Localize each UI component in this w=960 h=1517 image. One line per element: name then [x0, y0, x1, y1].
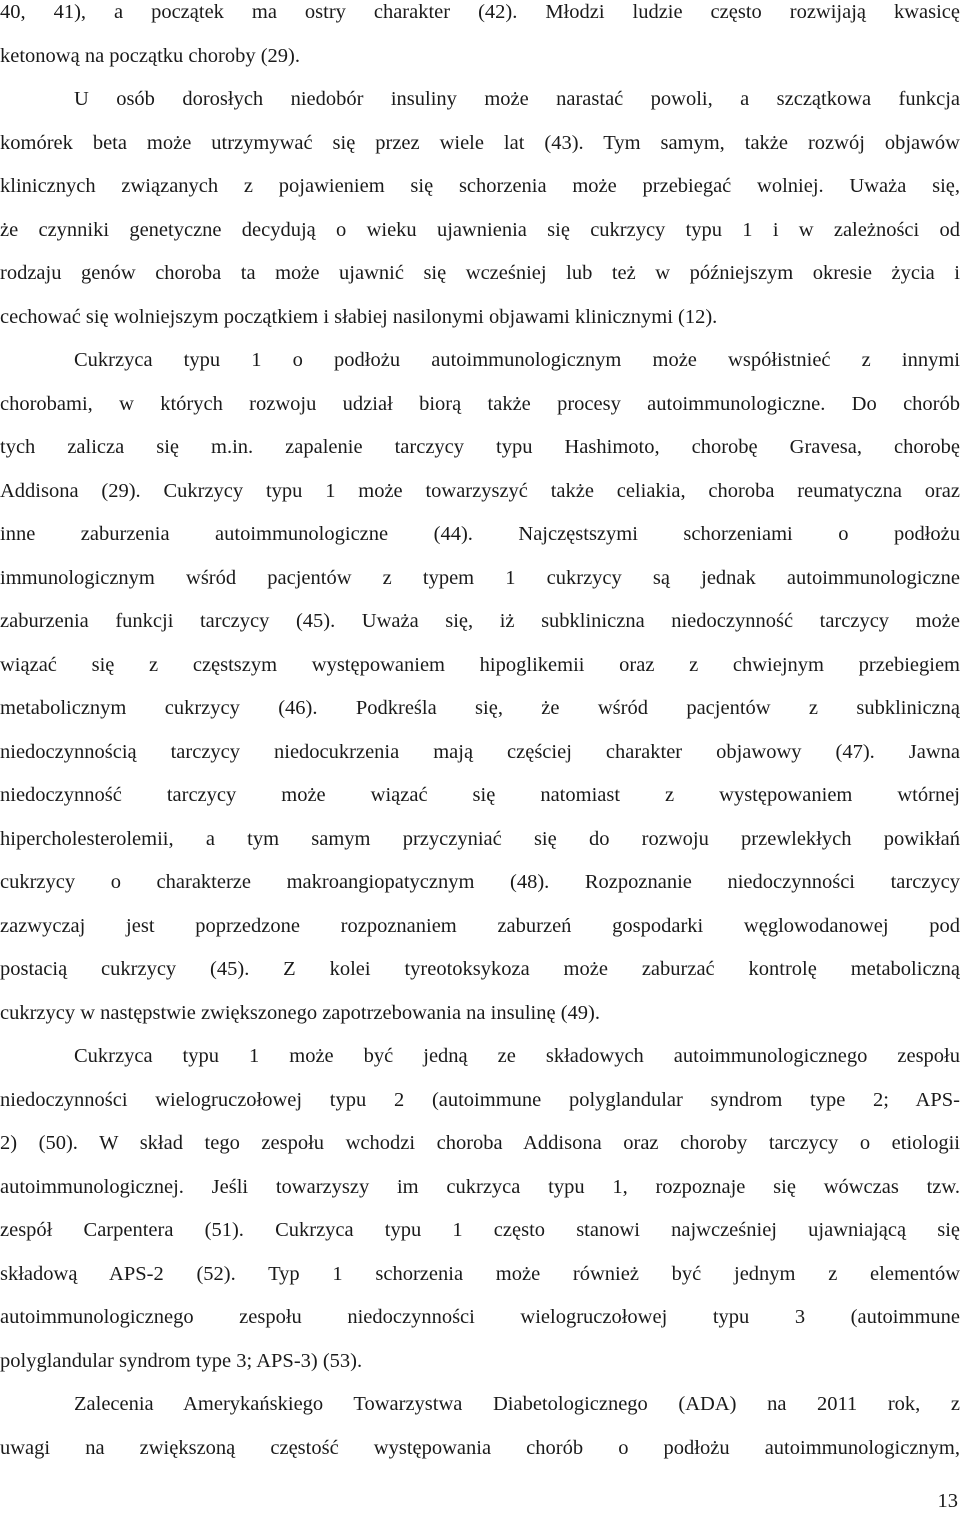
text-line: że czynniki genetyczne decydują o wieku ujawnienia się cukrzycy typu 1 i w zależności od [0, 219, 960, 241]
text-line: 40, 41), a początek ma ostry charakter (42). Młodzi ludzie często rozwijają kwasicę [0, 1, 960, 23]
text-line: autoimmunologicznego zespołu niedoczynności wielogruczołowej typu 3 (autoimmune [0, 1306, 960, 1328]
text-line: polyglandular syndrom type 3; APS-3) (53). [0, 1350, 363, 1372]
text-line: cechować się wolniejszym początkiem i słabiej nasilonymi objawami klinicznymi (12). [0, 306, 718, 328]
text-line: U osób dorosłych niedobór insuliny może narastać powoli, a szczątkowa funkcja [74, 88, 960, 110]
text-line: składową APS-2 (52). Typ 1 schorzenia może również być jednym z elementów [0, 1263, 960, 1285]
text-line: cukrzycy o charakterze makroangiopatycznym (48). Rozpoznanie niedoczynności tarczycy [0, 871, 960, 893]
text-line: autoimmunologicznej. Jeśli towarzyszy im cukrzyca typu 1, rozpoznaje się wówczas tzw. [0, 1176, 960, 1198]
text-line: zazwyczaj jest poprzedzone rozpoznaniem zaburzeń gospodarki węglowodanowej pod [0, 915, 960, 937]
text-line: ketonową na początku choroby (29). [0, 45, 300, 67]
text-line: uwagi na zwiększoną częstość występowania chorób o podłożu autoimmunologicznym, [0, 1437, 960, 1459]
text-line: cukrzycy w następstwie zwiększonego zapotrzebowania na insulinę (49). [0, 1002, 600, 1024]
text-line: hipercholesterolemii, a tym samym przyczyniać się do rozwoju przewlekłych powikłań [0, 828, 960, 850]
text-line: rodzaju genów choroba ta może ujawnić się wcześniej lub też w późniejszym okresie życia i [0, 262, 960, 284]
text-line: niedoczynności wielogruczołowej typu 2 (autoimmune polyglandular syndrom type 2; APS- [0, 1089, 960, 1111]
text-line: klinicznych związanych z pojawieniem się schorzenia może przebiegać wolniej. Uważa się, [0, 175, 960, 197]
text-line: metabolicznym cukrzycy (46). Podkreśla się, że wśród pacjentów z subkliniczną [0, 697, 960, 719]
text-line: wiązać się z częstszym występowaniem hipoglikemii oraz z chwiejnym przebiegiem [0, 654, 960, 676]
text-line: komórek beta może utrzymywać się przez wiele lat (43). Tym samym, także rozwój objawów [0, 132, 960, 154]
text-line: niedoczynnością tarczycy niedocukrzenia mają częściej charakter objawowy (47). Jawna [0, 741, 960, 763]
text-line: 2) (50). W skład tego zespołu wchodzi choroba Addisona oraz choroby tarczycy o etiologii [0, 1132, 960, 1154]
text-line: immunologicznym wśród pacjentów z typem 1 cukrzycy są jednak autoimmunologiczne [0, 567, 960, 589]
text-line: Zalecenia Amerykańskiego Towarzystwa Diabetologicznego (ADA) na 2011 rok, z [74, 1393, 960, 1415]
text-line: Addisona (29). Cukrzycy typu 1 może towarzyszyć także celiakia, choroba reumatyczna oraz [0, 480, 960, 502]
text-line: chorobami, w których rozwoju udział biorą także procesy autoimmunologiczne. Do chorób [0, 393, 960, 415]
text-line: tych zalicza się m.in. zapalenie tarczycy typu Hashimoto, chorobę Gravesa, chorobę [0, 436, 960, 458]
text-line: postacią cukrzycy (45). Z kolei tyreotoksykoza może zaburzać kontrolę metaboliczną [0, 958, 960, 980]
text-line: niedoczynność tarczycy może wiązać się natomiast z występowaniem wtórnej [0, 784, 960, 806]
text-line: inne zaburzenia autoimmunologiczne (44). Najczęstszymi schorzeniami o podłożu [0, 523, 960, 545]
text-line: Cukrzyca typu 1 o podłożu autoimmunologicznym może współistnieć z innymi [74, 349, 960, 371]
page-number: 13 [937, 1490, 958, 1512]
text-line: zespół Carpentera (51). Cukrzyca typu 1 często stanowi najwcześniej ujawniającą się [0, 1219, 960, 1241]
text-line: Cukrzyca typu 1 może być jedną ze składowych autoimmunologicznego zespołu [74, 1045, 960, 1067]
text-line: zaburzenia funkcji tarczycy (45). Uważa się, iż subkliniczna niedoczynność tarczycy może [0, 610, 960, 632]
